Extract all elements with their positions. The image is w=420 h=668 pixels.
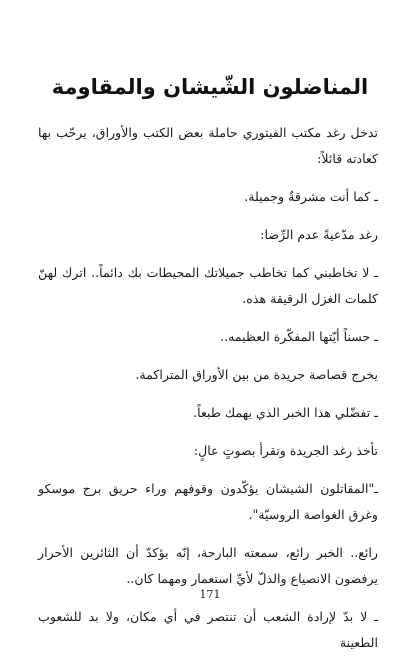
paragraph-dialogue: ـ لا بدّ لإرادة الشعب أن تنتصر في أي مكان، ولا بد للشعوب الطعينة	[38, 609, 378, 650]
page-number: 171	[199, 588, 221, 601]
paragraph-dialogue: ـ تفضّلي هذا الخبر الذي يهمك طبعاً.	[193, 405, 378, 420]
paragraph-quote: ـ"المقاتلون الشيشان يؤكّدون وقوفهم وراء حريق برج موسكو وغرق الغواصة الروسيّة".	[38, 481, 378, 522]
paragraph-narration: يخرج قصاصة جريدة من بين الأوراق المتراكمة.	[135, 367, 378, 382]
paragraph-dialogue: ـ كما أنت مشرقةٌ وجميلة.	[244, 189, 378, 204]
paragraph-dialogue: رائع.. الخبر رائع، سمعته البارحة، إنّه يؤكدّ أن الثائرين الأحرار يرفضون الانصياع والذلّ لأيِّ استعمار ومهما كان..	[38, 545, 378, 586]
paragraph-dialogue: ـ حسناً أيّتها المفكّرة العظيمه..	[220, 329, 378, 344]
body-text	[38, 120, 378, 668]
chapter-title: المناضلون الشّيشان والمقاومة	[51, 75, 369, 100]
paragraph-narration: تأخذ رغد الجريدة وتقرأ بصوتٍ عالٍ:	[193, 443, 378, 458]
paragraph-intro: تدخل رغد مكتب الفيتوري حاملة بعض الكتب والأوراق، يرحّب بها كعادته قائلاً:	[38, 125, 378, 166]
paragraph-narration: رغد مدّعيةً عدم الرِّضا:	[260, 227, 378, 242]
paragraph-dialogue: ـ لا تخاطبني كما تخاطب جميلاتك المحيطات بك دائماً.. اترك لهنّ كلمات الغزل الرقيقة هذه.	[38, 265, 378, 306]
